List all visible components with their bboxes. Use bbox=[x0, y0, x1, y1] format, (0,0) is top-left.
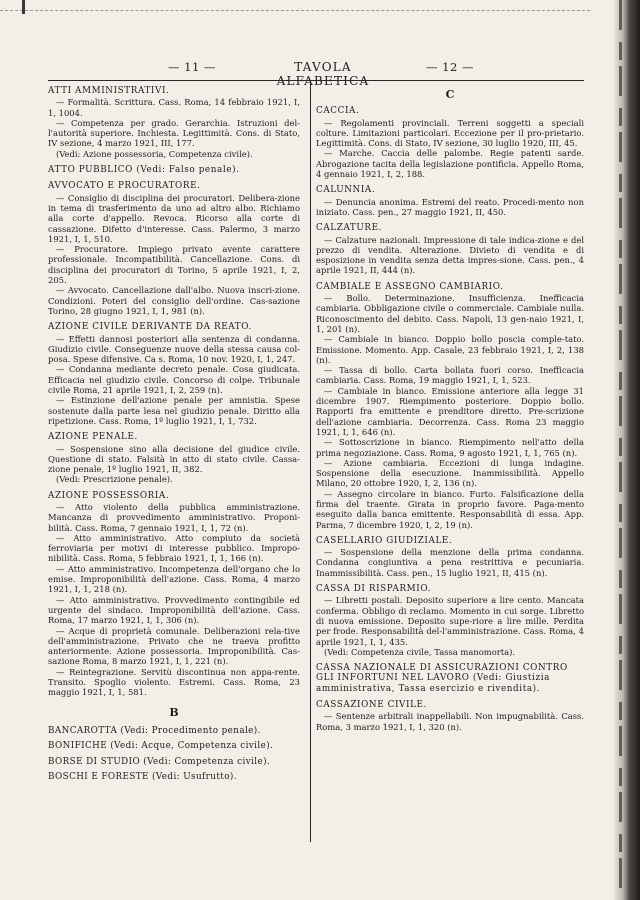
section-heading: ATTI AMMINISTRATIVI. bbox=[48, 86, 170, 96]
index-entry: — Regolamenti provinciali. Terreni soggetti a speciali colture. Limitazioni particolari. Eccezione per il pro-prietario. Legittimità. Cons. di Stato, IV sezione, 30 luglio 1920, III, 45. bbox=[316, 117, 584, 149]
section-heading: CALZATURE. bbox=[316, 223, 383, 234]
index-entry: — Procuratore. Impiego privato avente carattere professionale. Incompatibilità. Cancellazione. Cons. di disciplina dei procuratori di Torino, 5 aprile 1921, I, 2, 205. bbox=[48, 244, 300, 286]
top-dashed-rule bbox=[0, 10, 590, 11]
index-entry: BORSE DI STUDIO (Vedi: Competenza civile). bbox=[48, 756, 271, 767]
index-entry: — Assegno circolare in bianco. Furto. Falsificazione della firma del traente. Girata in proprio favore. Paga-mento eseguito dalla banca emittente. Responsabilità di essa. App. Parma, 7 dicembre 1920, I, 2, 19 (n). bbox=[316, 488, 584, 530]
index-entry: — Calzature nazionali. Impressione di tale indica-zione e del prezzo di vendita. Alterazione. Divieto di vendita e di esposizione in vendita senza detta impres-sione. Cass. pen., 4 aprile 1921, II, 444 (n). bbox=[316, 234, 584, 276]
column-divider bbox=[310, 82, 311, 842]
index-section bbox=[48, 86, 300, 159]
index-entry: — Reintegrazione. Servitù discontinua non appa-rente. Transito. Spoglio violento. Estremi. Cass. Roma, 23 maggio 1921, I, 1, 581. bbox=[48, 666, 300, 698]
index-section bbox=[316, 536, 584, 578]
section-heading: AZIONE PENALE. bbox=[48, 432, 138, 443]
index-entry: — Acque di proprietà comunale. Deliberazioni rela-tive dell'amministrazione. Privato che ne traeva profitto anteriormente. Azione possessoria. Improponibilità. Cas-sazione Roma, 8 marzo 1921, I, 1, 221 (n). bbox=[48, 625, 300, 667]
binding-edge bbox=[614, 0, 640, 900]
index-entry: — Sospensione sino alla decisione del giudice civile. Questione di stato. Falsità in atto di stato civile. Cassa-zione penale, 1º luglio 1921, II, 382. bbox=[48, 443, 300, 475]
section-heading: CASSA NAZIONALE DI ASSICURAZIONI CONTRO GLI INFORTUNI NEL LAVORO (Vedi: Giustizia amministrativa, Tassa esercizio e rivendita). bbox=[316, 663, 568, 694]
header-rule bbox=[48, 80, 584, 81]
index-section bbox=[316, 584, 584, 657]
index-entry: — Consiglio di disciplina dei procuratori. Delibera-zione in tema di trasferimento da uno ad altro albo. Richiamo alla corte d'appello. Revoca. Ricorso alla corte di cassazione. Difetto d'interesse. Cass. Palermo, 3 marzo 1921, I, 1, 510. bbox=[48, 192, 300, 244]
index-entry: — Avvocato. Cancellazione dall'albo. Nuova inscri-zione. Condizioni. Poteri del consiglio dell'ordine. Cas-sazione Torino, 28 giugno 1921, I, 1, 981 (n). bbox=[48, 285, 300, 316]
section-heading: AZIONE CIVILE DERIVANTE DA REATO. bbox=[48, 322, 252, 333]
index-section bbox=[316, 106, 584, 179]
index-entry: — Estinzione dell'azione penale per amnistia. Spese sostenute dalla parte lesa nel giudizio penale. Diritto alla ripetizione. Cass. Roma, 1º luglio 1921, I, 1, 732. bbox=[48, 395, 300, 426]
index-entry: — Competenza per grado. Gerarchia. Istruzioni del-l'autorità superiore. Inchiesta. Legittimità. Cons. di Stato, IV sezione, 4 marzo 1921, III, 177. bbox=[48, 117, 300, 149]
index-section bbox=[316, 282, 584, 530]
index-entry: — Sottoscrizione in bianco. Riempimento nell'atto della prima negoziazione. Cass. Roma, 9 agosto 1921, I, 1, 765 (n). bbox=[316, 437, 584, 458]
section-heading: AZIONE POSSESSORIA. bbox=[48, 490, 170, 501]
index-section bbox=[316, 223, 584, 275]
index-section bbox=[48, 181, 300, 316]
corner-mark bbox=[22, 0, 25, 14]
index-section bbox=[48, 491, 300, 698]
index-section bbox=[316, 663, 584, 694]
index-section bbox=[316, 700, 584, 732]
running-title: TAVOLA ALFABETICA bbox=[276, 60, 370, 88]
index-entry: — Cambiale in bianco. Doppio bollo poscia comple-tato. Emissione. Momento. App. Casale, 23 febbraio 1921, I, 2, 138 (n). bbox=[316, 334, 584, 365]
index-entry: BONIFICHE (Vedi: Acque, Competenza civile). bbox=[48, 741, 274, 752]
section-heading: CACCIA. bbox=[316, 106, 360, 117]
index-entry: — Atto amministrativo. Atto compiuto da società ferroviaria per motivi di interesse pubblico. Impropo-nibilità. Cass. Roma, 5 febbraio 1921, I, 1, 166 (n). bbox=[48, 532, 300, 564]
index-entry: BOSCHI E FORESTE (Vedi: Usufrutto). bbox=[48, 771, 237, 782]
index-section bbox=[48, 322, 300, 426]
index-entry: — Marche. Caccia delle palombe. Regie patenti sarde. Abrogazione tacita della legislazione pontificia. Appello Roma, 4 gennaio 1921, I, 2, 188. bbox=[316, 148, 584, 180]
index-entry: — Cambiale in bianco. Emissione anteriore alla legge 31 dicembre 1907. Riempimento posteriore. Doppio bollo. Rapporti fra emittente e prenditore diretto. Pre-scrizione dell'azione cambiaria. Decorrenza. Cass. Roma 23 maggio 1921, I, 1, 646 (n). bbox=[316, 385, 584, 437]
letter-heading-c: C bbox=[445, 88, 455, 101]
index-entry: (Vedi: Competenza civile, Tassa manomorta). bbox=[324, 646, 516, 657]
running-header bbox=[48, 60, 584, 88]
section-heading: CAMBIALE E ASSEGNO CAMBIARIO. bbox=[316, 281, 504, 292]
index-entry: — Sospensione della menzione della prima condanna. Condanna congiuntiva a pena restrittiva e pecuniaria. Inammissibilità. Cass. pen., 15 luglio 1921, II, 415 (n). bbox=[316, 547, 584, 578]
letter-heading-b: B bbox=[169, 705, 179, 719]
index-section bbox=[48, 432, 300, 484]
index-entry: — Condanna mediante decreto penale. Cosa giudicata. Efficacia nel giudizio civile. Concorso di colpe. Tribunale civile Roma, 21 aprile 1921, I, 2, 259 (n). bbox=[48, 364, 300, 396]
left-column bbox=[48, 86, 300, 787]
index-entry: — Formalità. Scrittura. Cass. Roma, 14 febbraio 1921, I, 1, 1004. bbox=[48, 97, 300, 118]
index-entry: — Atto amministrativo. Provvedimento contingibile ed urgente del sindaco. Improponibilità dell'azione. Cass. Roma, 17 marzo 1921, I, 1, 306 (n). bbox=[48, 594, 300, 626]
index-entry: — Effetti dannosi posteriori alla sentenza di condanna. Giudizio civile. Conseguenze nuove della stessa causa col-posa. Spese difensive. Ca s. Roma, 10 nov. 1920, I, 1, 247. bbox=[48, 333, 300, 365]
section-heading: AVVOCATO E PROCURATORE. bbox=[48, 181, 201, 192]
index-entry: — Atto amministrativo. Incompetenza dell'organo che lo emise. Improponibilità dell'azione. Cass. Roma, 4 marzo 1921, I, 1, 218 (n). bbox=[48, 563, 300, 595]
index-section bbox=[316, 185, 584, 217]
binding-shadow-lines bbox=[619, 0, 622, 900]
section-heading: CASELLARIO GIUDIZIALE. bbox=[316, 535, 453, 546]
section-heading: CALUNNIA. bbox=[316, 185, 376, 196]
index-entry: — Sentenze arbitrali inappellabili. Non impugnabilità. Cass. Roma, 3 marzo 1921, I, 1, 320 (n). bbox=[316, 711, 584, 732]
index-section bbox=[48, 165, 300, 175]
left-page-number: — 11 — bbox=[168, 60, 216, 74]
right-column bbox=[316, 86, 584, 738]
index-entry: — Bollo. Determinazione. Insufficienza. Inefficacia cambiaria. Obbligazione civile o commerciale. Cambiale nulla. Riconoscimento del debito. Cass. Napoli, 13 gen-naio 1921, I, 1, 201 (n). bbox=[316, 293, 584, 334]
index-entry: — Tassa di bollo. Carta bollata fuori corso. Inefficacia cambiaria. Cass. Roma, 19 maggio 1921, I, 1, 523. bbox=[316, 365, 584, 386]
index-entry: — Atto violento della pubblica amministrazione. Mancanza di provvedimento amministrativo. Proponi-bilità. Cass. Roma, 7 gennaio 1921, I, 1, 72 (n). bbox=[48, 501, 300, 533]
section-heading: CASSA DI RISPARMIO. bbox=[316, 584, 432, 595]
index-entry: (Vedi: Azione possessoria, Competenza civile). bbox=[56, 148, 253, 159]
index-entry: — Denuncia anonima. Estremi del reato. Procedi-mento non iniziato. Cass. pen., 27 maggio 1921, II, 450. bbox=[316, 196, 584, 217]
section-heading: CASSAZIONE CIVILE. bbox=[316, 700, 427, 711]
index-entry: (Vedi: Prescrizione penale). bbox=[56, 474, 173, 485]
index-entry: BANCAROTTA (Vedi: Procedimento penale). bbox=[48, 725, 261, 736]
index-entry: — Azione cambiaria. Eccezioni di lunga indagine. Sospensione della esecuzione. Inammissibilità. Appello Milano, 20 ottobre 1920, I, 2, 136 (n). bbox=[316, 457, 584, 489]
section-heading: ATTO PUBBLICO (Vedi: Falso penale). bbox=[48, 165, 240, 176]
right-page-number: — 12 — bbox=[426, 60, 474, 74]
index-entry: — Libretti postali. Deposito superiore a lire cento. Mancata conferma. Obbligo di reclamo. Momento in cui sorge. Libretto di nuova emissione. Deposito supe-riore a lire mille. Perdita per frode. Responsabilità del-l'amministrazione. Cass. Roma, 4 aprile 1921, I, 1, 435. bbox=[316, 595, 584, 647]
